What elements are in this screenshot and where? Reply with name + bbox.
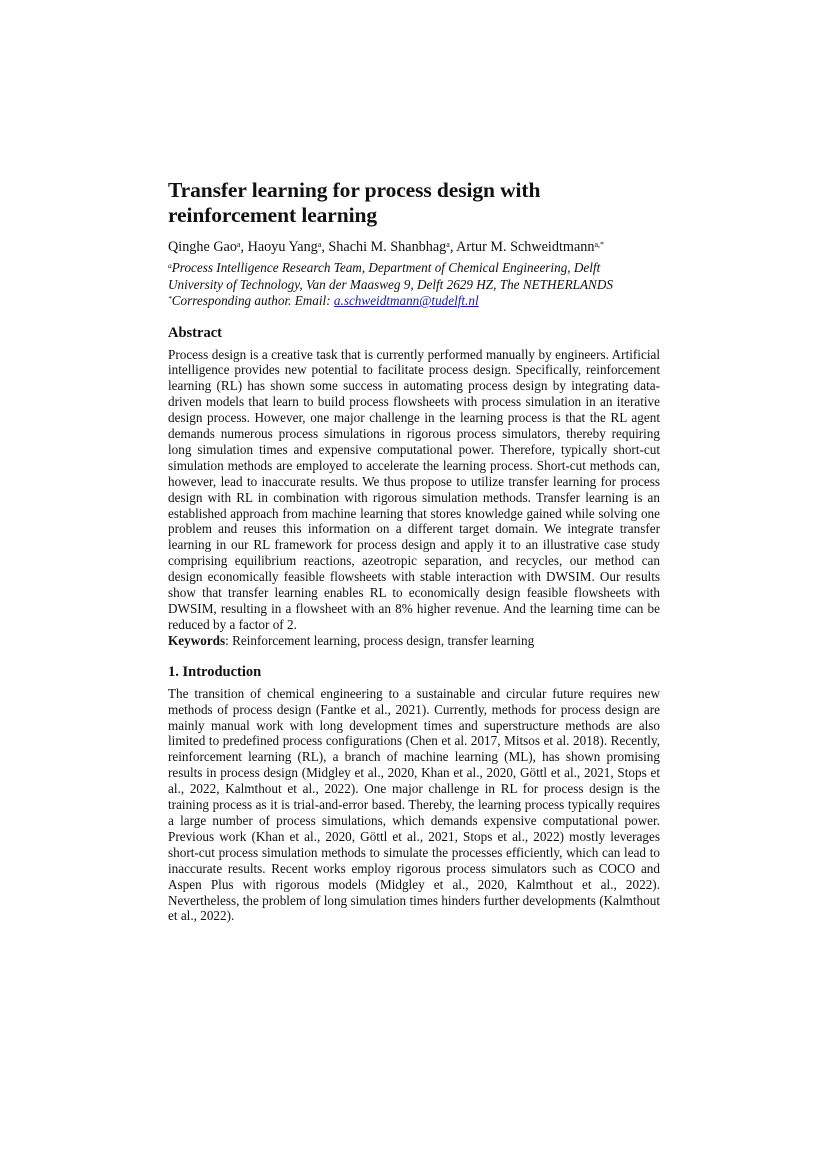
abstract-heading: Abstract — [168, 324, 222, 341]
paper-title — [168, 178, 660, 228]
author-separator: , — [240, 239, 248, 255]
introduction-heading: 1. Introduction — [168, 663, 262, 680]
paper-page — [168, 178, 660, 924]
abstract-text: Process design is a creative task that is currently performed manually by engineers. Artificial intelligence provides new potential to facilitate process design. Specifically, reinforcement learning (RL) has shown some success in automating process design by integrating data-driven models that learn to build process flowsheets with process simulation in an iterative design process. However, one major challenge in the learning process is that the RL agent demands numerous process simulations in rigorous process simulators, thereby requiring long simulation times and expensive computational power. Therefore, typically short-cut simulation methods are employed to accelerate the learning process. Short-cut methods can, however, lead to inaccurate results. We thus propose to utilize transfer learning for process design with RL in combination with rigorous simulation methods. Transfer learning is an established approach from machine learning that stores knowledge gained while solving one problem and reuses this information on a different target domain. We integrate transfer learning in our RL framework for process design and apply it to an illustrative case study comprising equilibrium reactions, azeotropic separation, and recycles, our method can design economically feasible flowsheets with stable interaction with DWSIM. Our results show that transfer learning enables RL to economically design feasible flowsheets with DWSIM, resulting in a flowsheet with an 8% higher revenue. And the learning time can be reduced by a factor of 2. — [168, 346, 660, 632]
author-superscript: a — [446, 240, 450, 249]
author-separator: , — [321, 239, 329, 255]
affiliation-line-2: University of Technology, Van der Maasweg 9, Delft 2629 HZ, The NETHERLANDS — [168, 276, 613, 292]
author-name: Artur M. Schweidtmann — [456, 239, 595, 255]
author-superscript: a — [236, 240, 241, 249]
keywords-text: : Reinforcement learning, process design, transfer learning — [225, 632, 535, 648]
affiliation-block — [168, 260, 660, 310]
corresponding-author — [168, 293, 660, 310]
affiliation-line-1 — [168, 260, 660, 277]
email-link[interactable]: a.schweidtmann@tudelft.nl — [333, 293, 479, 308]
affiliation-superscript: a — [168, 261, 172, 270]
keywords-line — [168, 633, 660, 649]
corresponding-superscript: * — [168, 294, 172, 303]
author-list — [168, 238, 660, 256]
introduction-text: The transition of chemical engineering to a sustainable and circular future requires new methods of process design (Fantke et al., 2021). Currently, methods for process design are mainly manual work with long development times and superstructure methods are also limited to predefined process configurations (Chen et al. 2017, Mitsos et al. 2018). Recently, reinforcement learning (RL), a branch of machine learning (ML), has shown promising results in process design (Midgley et al., 2020, Khan et al., 2020, Göttl et al., 2021, Stops et al., 2022, Kalmthout et al., 2022). One major challenge in RL for process design is the training process as it is trial-and-error based. Thereby, the learning process typically requires a large number of process simulations, which demands expensive computational power. Previous work (Khan et al., 2020, Göttl et al., 2021, Stops et al., 2022) mostly leverages short-cut process simulation methods to simulate the processes efficiently, which can lead to inaccurate results. Recent works employ rigorous process simulators such as COCO and Aspen Plus with rigorous models (Midgley et al., 2020, Kalmthout et al., 2022). Nevertheless, the problem of long simulation times hinders further developments (Kalmthout et al., 2022). — [168, 685, 660, 924]
author-superscript: a — [317, 240, 322, 249]
affiliation-text-1: Process Intelligence Research Team, Department of Chemical Engineering, Delft — [171, 260, 601, 275]
keywords-label: Keywords — [168, 632, 226, 648]
title-line-2: reinforcement learning — [168, 203, 377, 227]
author-name: Haoyu Yang — [247, 239, 318, 255]
author-name: Shachi M. Shanbhag — [328, 239, 447, 255]
title-line-1: Transfer learning for process design with — [168, 178, 541, 202]
author-superscript: a,* — [594, 240, 604, 249]
corresponding-label: Corresponding author. Email: — [171, 293, 334, 308]
author-separator: , — [449, 239, 457, 255]
author-name: Qinghe Gao — [168, 239, 237, 255]
